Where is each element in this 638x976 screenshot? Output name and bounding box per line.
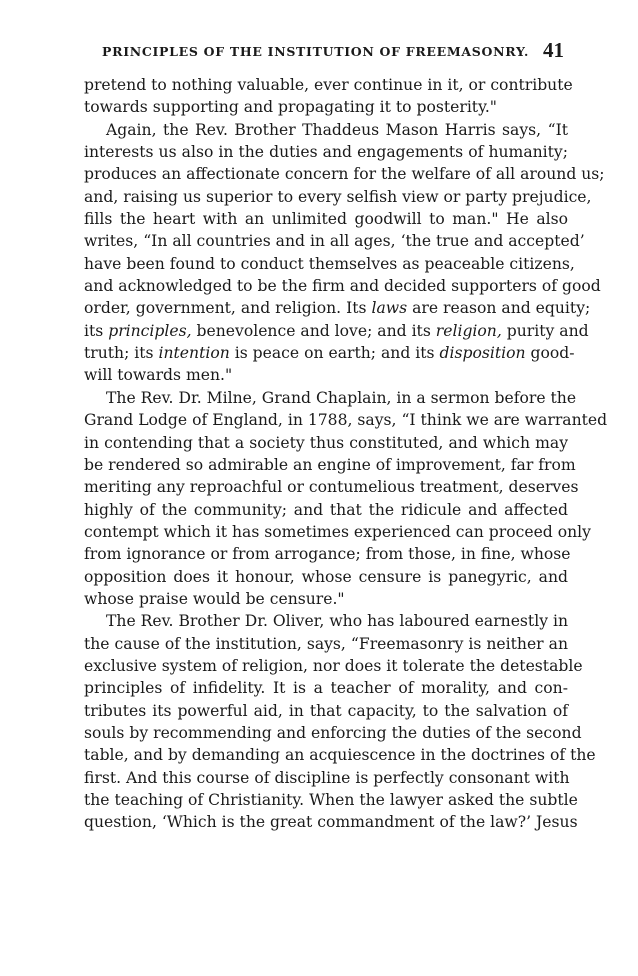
text-line: in contending that a society thus constituted, and which may [84, 433, 568, 452]
running-title: PRINCIPLES OF THE INSTITUTION OF FREEMASONRY. [102, 44, 530, 59]
italic-word: disposition [439, 344, 526, 363]
italic-word: intention [158, 344, 230, 363]
text-line: and, raising us superior to every selfish view or party prejudice, [84, 187, 592, 206]
text-line: have been found to conduct themselves as peaceable citizens, [84, 254, 575, 273]
text-line: from ignorance or from arrogance; from those, in fine, whose [84, 545, 571, 564]
text-line: exclusive system of religion, nor does it tolerate the detestable [84, 656, 583, 675]
text-line: the cause of the institution, says, “Freemasonry is neither an [84, 634, 568, 653]
paragraph [84, 74, 573, 119]
text-line: whose praise would be censure." [84, 589, 345, 608]
page-number: 41 [543, 38, 564, 62]
text-line: opposition does it honour, whose censure is panegyric, and [84, 567, 568, 586]
text-line: principles of infidelity. It is a teacher of morality, and con- [84, 679, 568, 698]
text-line: interests us also in the duties and engagements of humanity; [84, 143, 568, 162]
paragraph [84, 610, 596, 833]
text-line: meriting any reproachful or contumelious treatment, deserves [84, 478, 579, 497]
text-line: produces an affectionate concern for the welfare of all around us; [84, 165, 605, 184]
text-line: the teaching of Christianity. When the lawyer asked the subtle [84, 791, 578, 809]
text-line: pretend to nothing valuable, ever continue in it, or contribute [84, 76, 573, 94]
text-line: Again, the Rev. Brother Thaddeus Mason Harris says, “It [106, 120, 568, 139]
text-line: will towards men." [84, 366, 233, 385]
text-line: The Rev. Dr. Milne, Grand Chaplain, in a sermon before the [106, 388, 577, 407]
body-text [84, 74, 608, 834]
text-line: highly of the community; and that the ridicule and affected [84, 500, 568, 519]
text-line: The Rev. Brother Dr. Oliver, who has laboured earnestly in [106, 612, 568, 631]
running-head [84, 38, 570, 66]
text-line: souls by recommending and enforcing the duties of the second [84, 723, 582, 742]
text-line: order, government, and religion. Its laws are reason and equity; [84, 299, 591, 318]
text-line: truth; its intention is peace on earth; and its disposition good- [84, 344, 575, 363]
paragraph [84, 387, 608, 610]
text-line: its principles, benevolence and love; and its religion, purity and [84, 321, 589, 340]
text-line: Grand Lodge of England, in 1788, says, “I think we are warranted [84, 411, 608, 430]
italic-word: religion, [435, 321, 502, 340]
text-line: writes, “In all countries and in all ages, ‘the true and accepted’ [84, 232, 585, 251]
text-line: table, and by demanding an acquiescence in the doctrines of the [84, 746, 596, 765]
text-line: tributes its powerful aid, in that capacity, to the salvation of [84, 701, 568, 720]
text-line: fills the heart with an unlimited goodwill to man." He also [84, 210, 568, 229]
text-line: first. And this course of discipline is perfectly consonant with [84, 768, 570, 787]
text-line: be rendered so admirable an engine of improvement, far from [84, 455, 576, 474]
italic-word: principles, [108, 321, 192, 340]
paragraph [84, 119, 605, 387]
text-line: and acknowledged to be the firm and decided supporters of good [84, 277, 601, 296]
text-line: contempt which it has sometimes experienced can proceed only [84, 522, 591, 541]
text-line: towards supporting and propagating it to posterity." [84, 98, 497, 117]
text-line: question, ‘Which is the great commandment of the law?’ Jesus [84, 813, 578, 832]
italic-word: laws [371, 299, 408, 318]
